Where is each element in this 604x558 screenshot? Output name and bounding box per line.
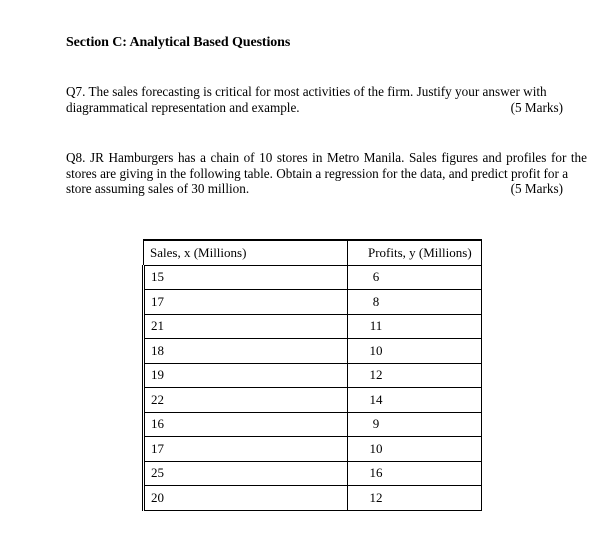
profits-cell (348, 265, 482, 290)
profits-value: 10 (369, 440, 383, 456)
table-row (144, 314, 482, 339)
table-row (144, 339, 482, 364)
profits-cell (348, 363, 482, 388)
table-row (144, 412, 482, 437)
profits-column-header: Profits, y (Millions) (348, 240, 482, 265)
profits-value: 12 (369, 489, 383, 505)
table-row (144, 265, 482, 290)
sales-cell: 16 (144, 412, 348, 437)
sales-cell: 21 (144, 314, 348, 339)
table-row (144, 437, 482, 462)
profits-cell (348, 412, 482, 437)
question-8 (66, 150, 587, 197)
question-7 (66, 84, 587, 115)
profits-value: 10 (369, 342, 383, 358)
sales-column-header: Sales, x (Millions) (144, 240, 348, 265)
sales-cell: 17 (144, 437, 348, 462)
profits-value: 8 (372, 293, 380, 309)
sales-cell: 22 (144, 388, 348, 413)
question-7-last-text: diagrammatical representation and example. (66, 99, 300, 115)
sales-profits-table (142, 239, 482, 511)
table-header-row (144, 240, 482, 265)
profits-value: 12 (369, 367, 383, 383)
table-row (144, 461, 482, 486)
profits-value: 16 (369, 465, 383, 481)
profits-value: 6 (372, 269, 380, 285)
sales-cell: 20 (144, 486, 348, 511)
profits-cell (348, 388, 482, 413)
question-8-marks: (5 Marks) (510, 181, 563, 196)
profits-cell (348, 339, 482, 364)
question-8-last-line (66, 181, 587, 197)
profits-cell (348, 461, 482, 486)
question-7-last-line (66, 100, 587, 116)
profits-value: 14 (369, 391, 383, 407)
section-heading: Section C: Analytical Based Questions (66, 35, 291, 50)
question-8-last-text: store assuming sales of 30 million. (66, 181, 250, 196)
profits-value: 11 (369, 318, 383, 334)
table-row (144, 486, 482, 511)
sales-cell: 15 (144, 265, 348, 290)
question-8-text: Q8. JR Hamburgers has a chain of 10 stores in Metro Manila. Sales figures and profiles for the stores are giving in the following table. Obtain a regression for the data, and predict profit for a (66, 150, 587, 181)
profits-value: 9 (372, 416, 380, 432)
question-7-text: Q7. The sales forecasting is critical for most activities of the firm. Justify your answer with (66, 84, 547, 99)
profits-cell (348, 290, 482, 315)
table-row (144, 363, 482, 388)
profits-cell (348, 314, 482, 339)
sales-cell: 18 (144, 339, 348, 364)
question-7-marks: (5 Marks) (510, 99, 563, 115)
profits-cell (348, 486, 482, 511)
table-row (144, 388, 482, 413)
profits-cell (348, 437, 482, 462)
table-row (144, 290, 482, 315)
sales-cell: 17 (144, 290, 348, 315)
sales-cell: 25 (144, 461, 348, 486)
sales-cell: 19 (144, 363, 348, 388)
